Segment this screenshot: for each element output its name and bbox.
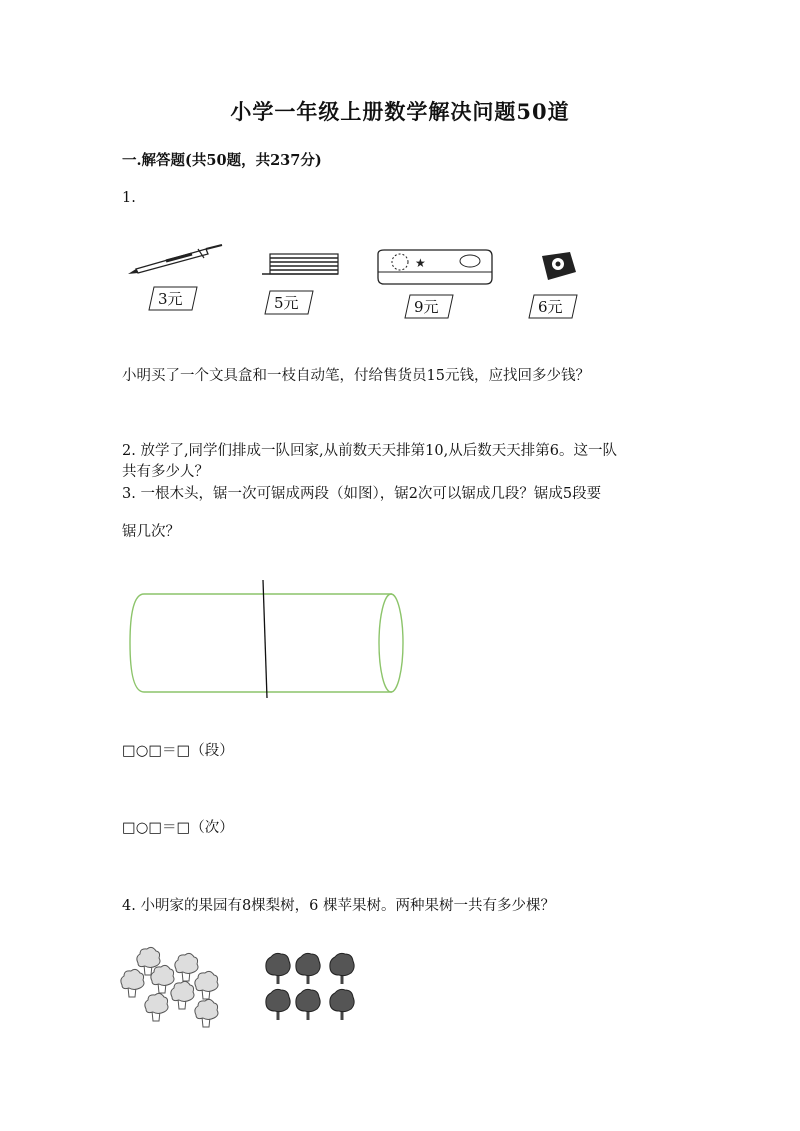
- price-tag-pencil: [148, 286, 196, 310]
- log-cylinder-diagram: [126, 578, 408, 702]
- pear-trees-illustration: [118, 945, 228, 1029]
- q3-text-line2: 锯几次？: [122, 524, 180, 540]
- q1-question: 小明买了一个文具盒和一枝自动笔，付给售货员15元钱，应找回多少钱？: [122, 368, 590, 384]
- price-sharpener: 6元: [538, 298, 563, 316]
- svg-text:★: ★: [415, 256, 426, 270]
- mechanical-pencil-illustration: [126, 244, 226, 280]
- price-pencil: 3元: [158, 290, 183, 308]
- price-eraser: 5元: [274, 294, 299, 312]
- q3-formula-cuts: □○□＝□（次）: [122, 820, 234, 836]
- price-tag-sharpener: [528, 294, 576, 318]
- q1-number: 1.: [122, 190, 136, 206]
- price-pencil-box: 9元: [414, 298, 439, 316]
- section-heading: 一.解答题(共50题，共237分): [122, 152, 322, 169]
- page-title: 小学一年级上册数学解决问题50道: [230, 99, 570, 124]
- q3-text-line1: 3. 一根木头，锯一次可锯成两段（如图），锯2次可以锯成几段？锯成5段要: [122, 486, 602, 502]
- q3-formula-segments: □○□＝□（段）: [122, 743, 234, 759]
- eraser-illustration: [262, 252, 340, 278]
- q2-text-line1: 2. 放学了,同学们排成一队回家,从前数天天排第10,从后数天天排第6。这一队: [122, 443, 617, 459]
- sharpener-illustration: [536, 250, 580, 284]
- q2-text-line2: 共有多少人？: [122, 464, 209, 480]
- price-tag-eraser: [264, 290, 312, 314]
- q4-text: 4. 小明家的果园有8棵梨树，6 棵苹果树。两种果树一共有多少棵？: [122, 898, 556, 914]
- apple-trees-illustration: [258, 950, 364, 1028]
- pencil-box-illustration: [374, 248, 496, 288]
- price-tag-pencil-box: [404, 294, 452, 318]
